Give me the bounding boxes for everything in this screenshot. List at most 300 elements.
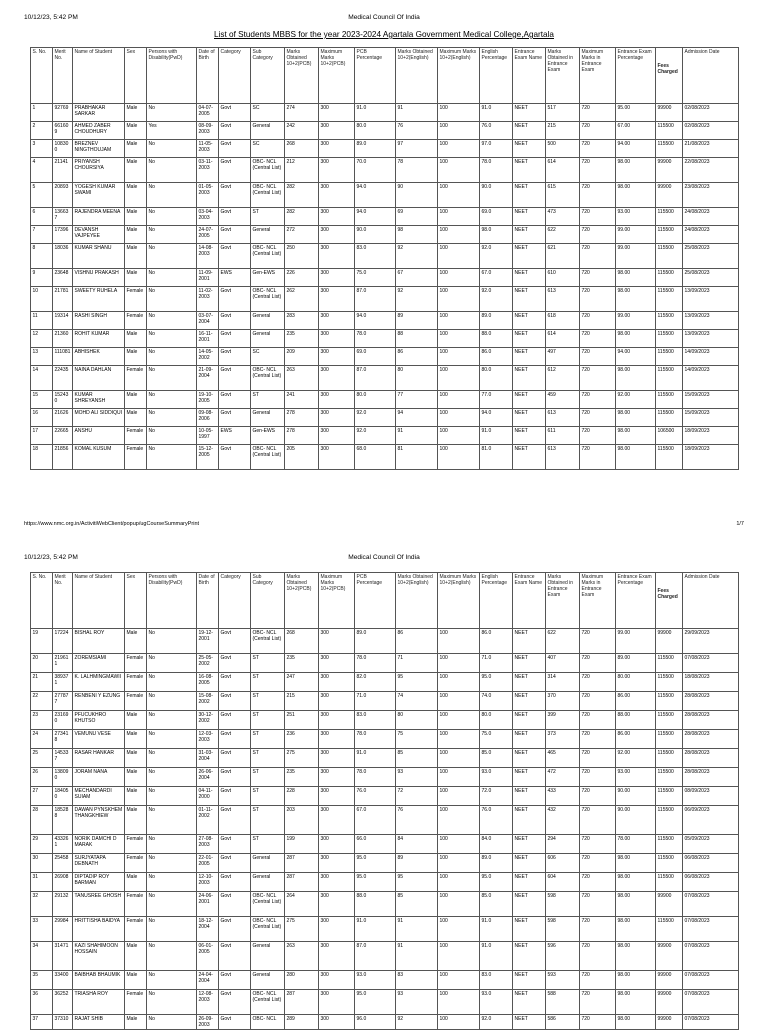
cell-dob: 14-05-2002 bbox=[197, 348, 219, 366]
cell-merit: 19314 bbox=[53, 312, 73, 330]
cell-admission-date: 24/08/2023 bbox=[683, 208, 739, 226]
cell-dob: 16-08-2005 bbox=[197, 673, 219, 692]
cell-category: EWS bbox=[219, 269, 251, 287]
cell-eng-pct: 91.0 bbox=[480, 942, 513, 971]
cell-exam-max: 720 bbox=[580, 942, 616, 971]
cell-eng-pct: 91.0 bbox=[480, 427, 513, 445]
fees-header-label: Fees Charged bbox=[657, 63, 678, 75]
cell-pwd: No bbox=[147, 140, 197, 158]
cell-exam-name: NEET bbox=[513, 226, 546, 244]
cell-subcategory: Gen-EWS bbox=[251, 269, 285, 287]
cell-eng-max: 100 bbox=[438, 942, 480, 971]
col-header-exam-pct: Entrance Exam Percentage bbox=[616, 573, 656, 629]
cell-eng-max: 100 bbox=[438, 140, 480, 158]
cell-pcb-pct: 78.0 bbox=[355, 730, 396, 749]
cell-exam-name: NEET bbox=[513, 806, 546, 835]
cell-sno: 6 bbox=[31, 208, 53, 226]
cell-exam-pct: 90.00 bbox=[616, 787, 656, 806]
cell-exam-name: NEET bbox=[513, 158, 546, 183]
cell-fees: 115500 bbox=[656, 445, 683, 470]
cell-pcb-marks: 278 bbox=[285, 427, 319, 445]
cell-eng-max: 100 bbox=[438, 269, 480, 287]
cell-name: RASHI SINGH bbox=[73, 312, 125, 330]
cell-eng-max: 100 bbox=[438, 673, 480, 692]
cell-sex: Male bbox=[125, 711, 147, 730]
cell-admission-date: 13/09/2023 bbox=[683, 287, 739, 312]
cell-pcb-max: 300 bbox=[319, 409, 355, 427]
cell-sex: Male bbox=[125, 768, 147, 787]
cell-exam-pct: 92.00 bbox=[616, 391, 656, 409]
cell-category: Govt bbox=[219, 1015, 251, 1030]
cell-category: Govt bbox=[219, 348, 251, 366]
cell-eng-pct: 78.0 bbox=[480, 158, 513, 183]
table-row bbox=[31, 768, 739, 787]
cell-category: Govt bbox=[219, 730, 251, 749]
cell-exam-name: NEET bbox=[513, 629, 546, 654]
cell-sex: Male bbox=[125, 244, 147, 269]
cell-sex: Female bbox=[125, 654, 147, 673]
cell-eng-marks: 75 bbox=[396, 730, 438, 749]
print-datetime: 10/12/23, 5:42 PM bbox=[24, 14, 78, 21]
cell-exam-max: 720 bbox=[580, 269, 616, 287]
cell-name: JORAM NANA bbox=[73, 768, 125, 787]
table-row bbox=[31, 445, 739, 470]
cell-exam-name: NEET bbox=[513, 348, 546, 366]
cell-category: Govt bbox=[219, 158, 251, 183]
cell-dob: 24-06-2001 bbox=[197, 892, 219, 917]
col-header-sex: Sex bbox=[125, 573, 147, 629]
cell-name: AHMED ZABER CHOUDHURY bbox=[73, 122, 125, 140]
cell-pcb-max: 300 bbox=[319, 971, 355, 990]
cell-eng-max: 100 bbox=[438, 749, 480, 768]
cell-name: PFUCUKHRO KHUTSO bbox=[73, 711, 125, 730]
cell-eng-pct: 81.0 bbox=[480, 445, 513, 470]
table-row bbox=[31, 287, 739, 312]
cell-exam-pct: 99.00 bbox=[616, 244, 656, 269]
cell-fees: 115500 bbox=[656, 348, 683, 366]
cell-subcategory: OBC- NCL (Central List) bbox=[251, 366, 285, 391]
col-header-eng-marks: Marks Obtained 10+2(English) bbox=[396, 573, 438, 629]
table-row bbox=[31, 787, 739, 806]
cell-fees: 115500 bbox=[656, 873, 683, 892]
cell-eng-max: 100 bbox=[438, 692, 480, 711]
cell-pcb-max: 300 bbox=[319, 654, 355, 673]
cell-eng-marks: 86 bbox=[396, 348, 438, 366]
cell-category: Govt bbox=[219, 787, 251, 806]
col-header-subcategory: Sub Category bbox=[251, 48, 285, 104]
cell-exam-marks: 399 bbox=[546, 711, 580, 730]
cell-fees: 115500 bbox=[656, 692, 683, 711]
table-row bbox=[31, 892, 739, 917]
cell-sno: 26 bbox=[31, 768, 53, 787]
cell-exam-marks: 613 bbox=[546, 409, 580, 427]
cell-eng-marks: 83 bbox=[396, 971, 438, 990]
cell-eng-pct: 90.0 bbox=[480, 183, 513, 208]
cell-exam-max: 720 bbox=[580, 692, 616, 711]
col-header-eng-max: Maximum Marks 10+2(English) bbox=[438, 573, 480, 629]
cell-admission-date: 14/09/2023 bbox=[683, 366, 739, 391]
students-table bbox=[30, 47, 739, 470]
cell-dob: 18-12-2004 bbox=[197, 917, 219, 942]
table-header-row bbox=[31, 48, 739, 104]
cell-exam-max: 720 bbox=[580, 1015, 616, 1030]
cell-pcb-pct: 71.0 bbox=[355, 692, 396, 711]
cell-admission-date: 28/08/2023 bbox=[683, 711, 739, 730]
cell-dob: 26-06-2004 bbox=[197, 768, 219, 787]
cell-category: Govt bbox=[219, 330, 251, 348]
cell-sno: 2 bbox=[31, 122, 53, 140]
cell-eng-marks: 89 bbox=[396, 312, 438, 330]
cell-pwd: No bbox=[147, 942, 197, 971]
cell-pcb-pct: 90.0 bbox=[355, 226, 396, 244]
table-row bbox=[31, 183, 739, 208]
cell-exam-name: NEET bbox=[513, 692, 546, 711]
cell-admission-date: 07/08/2023 bbox=[683, 892, 739, 917]
cell-sex: Male bbox=[125, 942, 147, 971]
cell-exam-pct: 98.00 bbox=[616, 892, 656, 917]
cell-pcb-pct: 82.0 bbox=[355, 673, 396, 692]
cell-name: BREZNEV NINGTHOUJAM bbox=[73, 140, 125, 158]
cell-category: Govt bbox=[219, 122, 251, 140]
cell-subcategory: ST bbox=[251, 768, 285, 787]
cell-sno: 3 bbox=[31, 140, 53, 158]
cell-dob: 01-05-2003 bbox=[197, 183, 219, 208]
cell-exam-max: 720 bbox=[580, 158, 616, 183]
cell-exam-pct: 98.00 bbox=[616, 269, 656, 287]
cell-exam-max: 720 bbox=[580, 673, 616, 692]
cell-eng-marks: 72 bbox=[396, 787, 438, 806]
cell-exam-max: 720 bbox=[580, 806, 616, 835]
cell-fees: 115500 bbox=[656, 312, 683, 330]
cell-pcb-max: 300 bbox=[319, 269, 355, 287]
col-header-pcb-pct: PCB Percentage bbox=[355, 573, 396, 629]
cell-exam-max: 720 bbox=[580, 287, 616, 312]
cell-name: HRITTISHA BAIDYA bbox=[73, 917, 125, 942]
cell-pcb-max: 300 bbox=[319, 873, 355, 892]
cell-pcb-marks: 250 bbox=[285, 244, 319, 269]
cell-subcategory: General bbox=[251, 873, 285, 892]
cell-pcb-pct: 94.0 bbox=[355, 183, 396, 208]
cell-eng-pct: 92.0 bbox=[480, 1015, 513, 1030]
cell-sno: 14 bbox=[31, 366, 53, 391]
cell-sex: Male bbox=[125, 806, 147, 835]
cell-eng-max: 100 bbox=[438, 873, 480, 892]
cell-category: EWS bbox=[219, 427, 251, 445]
cell-sno: 37 bbox=[31, 1015, 53, 1030]
cell-eng-pct: 91.0 bbox=[480, 917, 513, 942]
cell-eng-pct: 83.0 bbox=[480, 971, 513, 990]
cell-fees: 99900 bbox=[656, 942, 683, 971]
cell-merit: 661609 bbox=[53, 122, 73, 140]
cell-exam-marks: 618 bbox=[546, 312, 580, 330]
cell-name: PRABHAKAR SARKAR bbox=[73, 104, 125, 122]
cell-sex: Male bbox=[125, 391, 147, 409]
cell-pcb-pct: 95.0 bbox=[355, 990, 396, 1015]
cell-exam-pct: 99.00 bbox=[616, 629, 656, 654]
cell-merit: 92769 bbox=[53, 104, 73, 122]
cell-eng-max: 100 bbox=[438, 768, 480, 787]
cell-sex: Male bbox=[125, 183, 147, 208]
cell-exam-pct: 94.00 bbox=[616, 348, 656, 366]
table-row bbox=[31, 208, 739, 226]
cell-subcategory: ST bbox=[251, 673, 285, 692]
cell-exam-marks: 610 bbox=[546, 269, 580, 287]
cell-exam-marks: 432 bbox=[546, 806, 580, 835]
cell-pcb-pct: 92.0 bbox=[355, 409, 396, 427]
cell-dob: 11-02-2003 bbox=[197, 287, 219, 312]
cell-category: Govt bbox=[219, 917, 251, 942]
col-header-fees bbox=[656, 48, 683, 104]
cell-merit: 22435 bbox=[53, 366, 73, 391]
cell-fees: 106500 bbox=[656, 427, 683, 445]
cell-pcb-pct: 92.0 bbox=[355, 427, 396, 445]
col-header-exam-marks: Marks Obtained in Entrance Exam bbox=[546, 48, 580, 104]
cell-eng-marks: 76 bbox=[396, 122, 438, 140]
cell-exam-max: 720 bbox=[580, 990, 616, 1015]
cell-fees: 115500 bbox=[656, 654, 683, 673]
cell-fees: 115500 bbox=[656, 787, 683, 806]
cell-sex: Male bbox=[125, 104, 147, 122]
cell-pcb-max: 300 bbox=[319, 1015, 355, 1030]
cell-exam-marks: 614 bbox=[546, 158, 580, 183]
table-row bbox=[31, 711, 739, 730]
cell-sex: Male bbox=[125, 1015, 147, 1030]
cell-sno: 36 bbox=[31, 990, 53, 1015]
cell-pwd: No bbox=[147, 673, 197, 692]
cell-pcb-marks: 212 bbox=[285, 158, 319, 183]
cell-eng-marks: 80 bbox=[396, 711, 438, 730]
cell-eng-max: 100 bbox=[438, 312, 480, 330]
cell-eng-marks: 93 bbox=[396, 990, 438, 1015]
cell-pwd: No bbox=[147, 730, 197, 749]
cell-category: Govt bbox=[219, 629, 251, 654]
cell-pcb-pct: 91.0 bbox=[355, 749, 396, 768]
cell-pcb-marks: 272 bbox=[285, 226, 319, 244]
cell-pwd: No bbox=[147, 287, 197, 312]
cell-merit: 433261 bbox=[53, 835, 73, 854]
cell-fees: 115500 bbox=[656, 226, 683, 244]
cell-pwd: Yes bbox=[147, 122, 197, 140]
cell-admission-date: 13/09/2023 bbox=[683, 312, 739, 330]
cell-dob: 03-07-2004 bbox=[197, 312, 219, 330]
cell-exam-max: 720 bbox=[580, 409, 616, 427]
cell-category: Govt bbox=[219, 692, 251, 711]
cell-dob: 24-07-2005 bbox=[197, 226, 219, 244]
cell-exam-max: 720 bbox=[580, 787, 616, 806]
cell-exam-name: NEET bbox=[513, 654, 546, 673]
cell-name: MECHANDARDI SUIAM bbox=[73, 787, 125, 806]
cell-category: Govt bbox=[219, 971, 251, 990]
cell-eng-marks: 81 bbox=[396, 445, 438, 470]
cell-pcb-max: 300 bbox=[319, 226, 355, 244]
cell-exam-max: 720 bbox=[580, 348, 616, 366]
cell-sex: Female bbox=[125, 917, 147, 942]
cell-sno: 12 bbox=[31, 330, 53, 348]
cell-merit: 29984 bbox=[53, 917, 73, 942]
cell-admission-date: 06/08/2023 bbox=[683, 854, 739, 873]
cell-eng-pct: 67.0 bbox=[480, 269, 513, 287]
cell-exam-pct: 67.00 bbox=[616, 122, 656, 140]
cell-pwd: No bbox=[147, 183, 197, 208]
cell-pcb-max: 300 bbox=[319, 312, 355, 330]
cell-sex: Male bbox=[125, 749, 147, 768]
cell-fees: 99900 bbox=[656, 1015, 683, 1030]
col-header-sno: S. No. bbox=[31, 573, 53, 629]
cell-name: ANSHU bbox=[73, 427, 125, 445]
cell-pcb-marks: 235 bbox=[285, 768, 319, 787]
cell-exam-marks: 459 bbox=[546, 391, 580, 409]
col-header-exam-pct: Entrance Exam Percentage bbox=[616, 48, 656, 104]
cell-merit: 277877 bbox=[53, 692, 73, 711]
cell-admission-date: 07/08/2023 bbox=[683, 971, 739, 990]
cell-admission-date: 02/08/2023 bbox=[683, 104, 739, 122]
cell-exam-max: 720 bbox=[580, 312, 616, 330]
cell-exam-name: NEET bbox=[513, 244, 546, 269]
cell-exam-max: 720 bbox=[580, 391, 616, 409]
cell-eng-pct: 95.0 bbox=[480, 673, 513, 692]
cell-name: DAWAN PYNSKHEM THANGKHIEW bbox=[73, 806, 125, 835]
cell-name: RASAR HANKAR bbox=[73, 749, 125, 768]
cell-sex: Male bbox=[125, 226, 147, 244]
cell-eng-pct: 69.0 bbox=[480, 208, 513, 226]
cell-exam-marks: 598 bbox=[546, 917, 580, 942]
cell-sex: Male bbox=[125, 971, 147, 990]
cell-exam-max: 720 bbox=[580, 730, 616, 749]
cell-dob: 24-04-2004 bbox=[197, 971, 219, 990]
cell-dob: 19-10-2005 bbox=[197, 391, 219, 409]
cell-fees: 115500 bbox=[656, 287, 683, 312]
cell-eng-marks: 90 bbox=[396, 183, 438, 208]
cell-subcategory: General bbox=[251, 226, 285, 244]
table-row bbox=[31, 330, 739, 348]
cell-eng-pct: 92.0 bbox=[480, 244, 513, 269]
cell-dob: 12-03-2003 bbox=[197, 730, 219, 749]
cell-eng-max: 100 bbox=[438, 990, 480, 1015]
cell-admission-date: 18/09/2023 bbox=[683, 445, 739, 470]
cell-exam-pct: 98.00 bbox=[616, 330, 656, 348]
cell-exam-name: NEET bbox=[513, 971, 546, 990]
cell-subcategory: SC bbox=[251, 348, 285, 366]
cell-exam-name: NEET bbox=[513, 892, 546, 917]
table-row bbox=[31, 226, 739, 244]
cell-exam-max: 720 bbox=[580, 711, 616, 730]
cell-eng-pct: 89.0 bbox=[480, 312, 513, 330]
cell-exam-marks: 473 bbox=[546, 208, 580, 226]
cell-merit: 145337 bbox=[53, 749, 73, 768]
cell-exam-name: NEET bbox=[513, 183, 546, 208]
cell-admission-date: 05/09/2023 bbox=[683, 835, 739, 854]
cell-pwd: No bbox=[147, 971, 197, 990]
cell-eng-marks: 91 bbox=[396, 917, 438, 942]
cell-admission-date: 15/09/2023 bbox=[683, 391, 739, 409]
cell-pcb-pct: 83.0 bbox=[355, 711, 396, 730]
cell-pcb-pct: 76.0 bbox=[355, 787, 396, 806]
cell-exam-max: 720 bbox=[580, 226, 616, 244]
col-header-name: Name of Student bbox=[73, 573, 125, 629]
table-row bbox=[31, 942, 739, 971]
cell-eng-pct: 91.0 bbox=[480, 104, 513, 122]
cell-pwd: No bbox=[147, 330, 197, 348]
cell-pcb-marks: 287 bbox=[285, 854, 319, 873]
cell-pcb-marks: 228 bbox=[285, 787, 319, 806]
cell-admission-date: 08/09/2023 bbox=[683, 787, 739, 806]
cell-exam-pct: 98.00 bbox=[616, 409, 656, 427]
cell-dob: 15-08-2002 bbox=[197, 692, 219, 711]
cell-pwd: No bbox=[147, 348, 197, 366]
cell-admission-date: 21/08/2023 bbox=[683, 140, 739, 158]
table-row bbox=[31, 654, 739, 673]
cell-category: Govt bbox=[219, 768, 251, 787]
cell-merit: 389371 bbox=[53, 673, 73, 692]
cell-exam-name: NEET bbox=[513, 835, 546, 854]
cell-merit: 138090 bbox=[53, 768, 73, 787]
cell-exam-name: NEET bbox=[513, 140, 546, 158]
cell-category: Govt bbox=[219, 287, 251, 312]
cell-pcb-marks: 251 bbox=[285, 711, 319, 730]
cell-dob: 09-08-2006 bbox=[197, 409, 219, 427]
cell-eng-marks: 71 bbox=[396, 654, 438, 673]
print-datetime: 10/12/23, 5:42 PM bbox=[24, 554, 78, 561]
col-header-category: Category bbox=[219, 573, 251, 629]
cell-name: ROHIT KUMAR bbox=[73, 330, 125, 348]
cell-exam-max: 720 bbox=[580, 140, 616, 158]
cell-fees: 115500 bbox=[656, 711, 683, 730]
cell-exam-max: 720 bbox=[580, 122, 616, 140]
cell-dob: 16-11-2001 bbox=[197, 330, 219, 348]
cell-pcb-max: 300 bbox=[319, 892, 355, 917]
cell-pwd: No bbox=[147, 854, 197, 873]
cell-dob: 03-11-2003 bbox=[197, 158, 219, 183]
cell-sno: 31 bbox=[31, 873, 53, 892]
cell-category: Govt bbox=[219, 835, 251, 854]
cell-admission-date: 25/08/2023 bbox=[683, 269, 739, 287]
cell-fees: 115500 bbox=[656, 835, 683, 854]
cell-fees: 115500 bbox=[656, 749, 683, 768]
cell-pcb-pct: 75.0 bbox=[355, 269, 396, 287]
cell-pwd: No bbox=[147, 1015, 197, 1030]
cell-fees: 115500 bbox=[656, 409, 683, 427]
cell-pcb-marks: 241 bbox=[285, 391, 319, 409]
cell-pcb-marks: 226 bbox=[285, 269, 319, 287]
cell-exam-marks: 604 bbox=[546, 873, 580, 892]
cell-sex: Female bbox=[125, 287, 147, 312]
cell-merit: 17396 bbox=[53, 226, 73, 244]
cell-eng-marks: 69 bbox=[396, 208, 438, 226]
cell-admission-date: 15/09/2023 bbox=[683, 409, 739, 427]
table-row bbox=[31, 873, 739, 892]
cell-exam-marks: 407 bbox=[546, 654, 580, 673]
cell-fees: 99900 bbox=[656, 971, 683, 990]
cell-sno: 33 bbox=[31, 917, 53, 942]
cell-merit: 23648 bbox=[53, 269, 73, 287]
cell-name: KAZI SHAHIMOON HOSSAIN bbox=[73, 942, 125, 971]
cell-subcategory: ST bbox=[251, 806, 285, 835]
cell-pcb-max: 300 bbox=[319, 158, 355, 183]
cell-subcategory: ST bbox=[251, 787, 285, 806]
cell-exam-marks: 370 bbox=[546, 692, 580, 711]
cell-exam-name: NEET bbox=[513, 854, 546, 873]
cell-name: ZOREMSIAMI bbox=[73, 654, 125, 673]
cell-pwd: No bbox=[147, 873, 197, 892]
cell-eng-pct: 85.0 bbox=[480, 749, 513, 768]
cell-sno: 16 bbox=[31, 409, 53, 427]
cell-subcategory: ST bbox=[251, 654, 285, 673]
cell-fees: 99900 bbox=[656, 104, 683, 122]
cell-subcategory: General bbox=[251, 854, 285, 873]
table-row bbox=[31, 854, 739, 873]
cell-fees: 115500 bbox=[656, 854, 683, 873]
fees-header-label: Fees Charged bbox=[657, 588, 678, 600]
